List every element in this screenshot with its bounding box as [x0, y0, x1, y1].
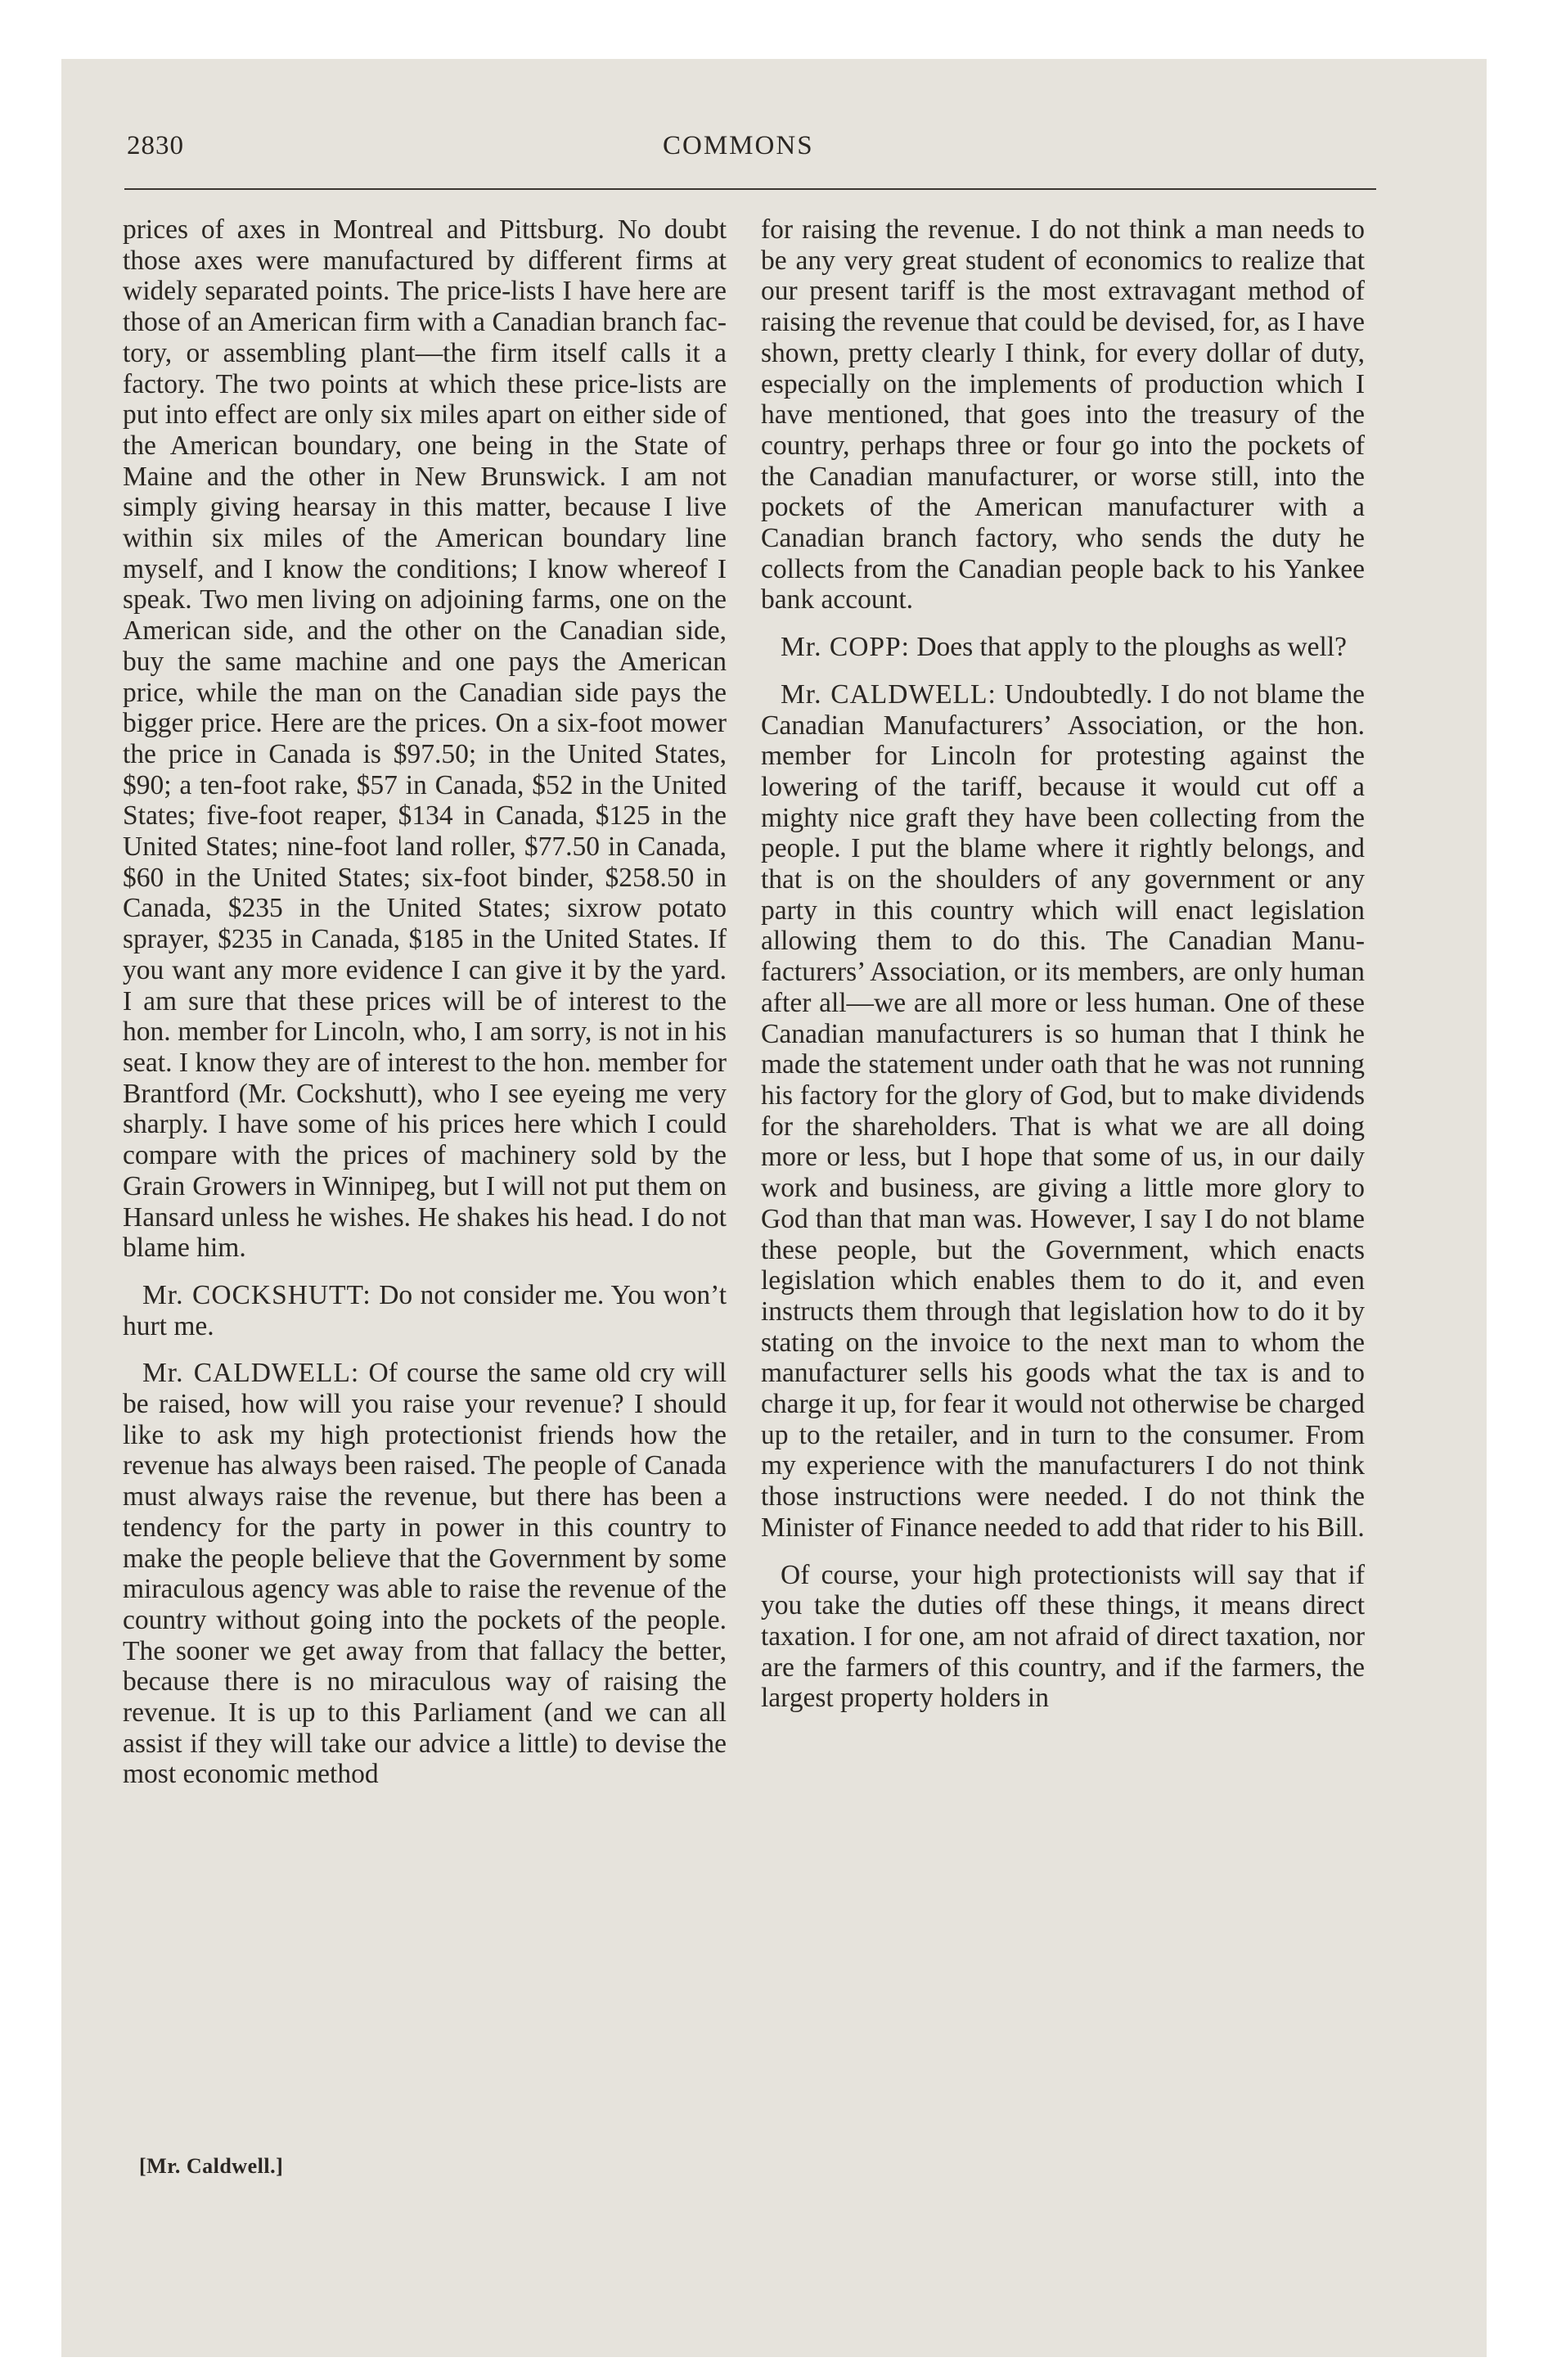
- right-column: [761, 214, 1365, 1730]
- running-head: COMMONS: [663, 131, 814, 160]
- paragraph: prices of axes in Montreal and Pittsburg. No doubt those axes were manufactured by different firms at widely separated points. The price-lists I have here are those of an American firm with a Canadian branch factory, or assembling plant—the firm itself calls it a factory. The two points at which these price-lists are put into effect are only six miles apart on either side of the American boundary, one being in the State of Maine and the other in New Brunswick. I am not simply giving hearsay in this matter, because I live within six miles of the American boundary line myself, and I know the conditions; I know whereof I speak. Two men living on adjoining farms, one on the American side, and the other on the Canadian side, buy the same machine and one pays the American price, while the man on the Canadian side pays the bigger price. Here are the prices. On a six-foot mower the price in Canada is $97.50; in the United States, $90; a ten-foot rake, $57 in Canada, $52 in the United States; five-foot reaper, $134 in Canada, $125 in the United States; nine-foot land roller, $77.50 in Canada, $60 in the United States; six-foot binder, $258.50 in Canada, $235 in the United States; sixrow potato sprayer, $235 in Canada, $185 in the United States. If you want any more evidence I can give it by the yard. I am sure that these prices will be of interest to the hon. member for Lincoln, who, I am sorry, is not in his seat. I know they are of interest to the hon. member for Brantford (Mr. Cockshutt), who I see eyeing me very sharply. I have some of his prices here which I could compare with the prices of machinery sold by the Grain Growers in Winnipeg, but I will not put them on Hansard unless he wishes. He shakes his head. I do not blame him.: [123, 214, 727, 1264]
- page-number: 2830: [127, 131, 184, 160]
- speaker-name: Mr. CALDWELL:: [142, 1358, 360, 1389]
- speech-text: Does that apply to the ploughs as well?: [916, 632, 1347, 663]
- speaker-name: Mr. CALDWELL:: [781, 678, 997, 710]
- speaker-name: Mr. COPP:: [781, 632, 910, 663]
- left-column: [123, 214, 727, 1806]
- paragraph: [123, 1280, 727, 1341]
- paragraph: for raising the revenue. I do not think a man needs to be any very great student of economics to realize that our present tariff is the most extravagant method of raising the revenue that could be devised, for, as I have shown, pretty clearly I think, for every dollar of duty, especially on the implements of production which I have mentioned, that goes into the treasury of the country, perhaps three or four go into the pockets of the Canadian manufacturer, or worse still, into the pockets of the American manufacturer with a Canadian branch factory, who sends the duty he collects from the Canadian people back to his Yankee bank account.: [761, 214, 1365, 615]
- speaker-name: Mr. COCKSHUTT:: [142, 1279, 371, 1310]
- paragraph: [761, 679, 1365, 1544]
- speaker-reference: [Mr. Caldwell.]: [139, 2154, 284, 2178]
- speech-text: Do not consider me. You won’t hurt me.: [123, 1279, 727, 1341]
- speech-text: Of course the same old cry will be raised, how will you raise your revenue? I should like to ask my high protectionist friends how the revenue has always been raised. The people of Canada must always raise the revenue, but there has been a tendency for the party in power in this country to make the people believe that the Government by some miraculous agency was able to raise the revenue of the country without going into the pockets of the people. The sooner we get away from that fallacy the better, because there is no miraculous way of raising the revenue. It is up to this Parliament (and we can all assist if they will take our advice a little) to devise the most economic method: [123, 1358, 727, 1790]
- paragraph: [761, 632, 1365, 663]
- paragraph: Of course, your high protectionists will say that if you take the duties off these things, it means direct taxation. I for one, am not afraid of direct taxation, nor are the farmers of this country, and if the farmers, the largest property holders in: [761, 1559, 1365, 1714]
- header-rule: [124, 188, 1376, 190]
- speech-text: Undoubtedly. I do not blame the Canadian Manufacturers’ Association, or the hon. member for Lincoln for protesting against the lowering of the tariff, because it would cut off a mighty nice graft they have been collecting from the people. I put the blame where it rightly belongs, and that is on the shoulders of any government or any party in this country which will enact legislation allowing them to do this. The Canadian Manufacturers’ Association, or its members, are only human after all—we are all more or less human. One of these Canadian manufacturers is so human that I think he made the statement under oath that he was not running his factory for the glory of God, but to make dividends for the shareholders. That is what we are all doing more or less, but I hope that some of us, in our daily work and business, are giving a little more glory to God than that man was. However, I say I do not blame these people, but the Government, which enacts legislation which enables them to do it, and even instructs them through that legislation how to do it by stating on the invoice to the next man to whom the manufacturer sells his goods what the tax is and to charge it up, for fear it would not otherwise be charged up to the retailer, and in turn to the consumer. From my experience with the manufacturers I do not think those instructions were needed. I do not think the Minister of Finance needed to add that rider to his Bill.: [761, 678, 1366, 1543]
- paragraph: [123, 1358, 727, 1790]
